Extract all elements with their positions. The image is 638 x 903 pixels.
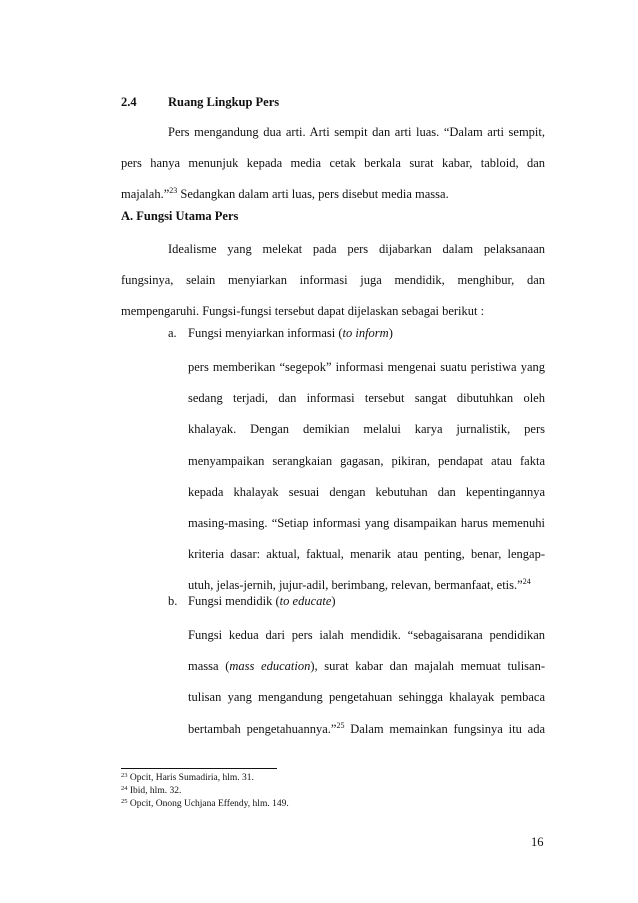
item-b-line-3: tulisan yang mengandung pengetahuan sehingga khalayak pembaca bbox=[188, 690, 545, 705]
footnote-divider bbox=[121, 768, 277, 769]
intro-line-3: majalah.”$^{23}$ Sedangkan dalam arti luas, pers disebut media massa. bbox=[121, 186, 449, 201]
item-a-line: masing-masing. “Setiap informasi yang disampaikan harus memenuhi bbox=[188, 515, 545, 530]
footnote-ref-23: 23 bbox=[169, 186, 178, 195]
item-b-line-1: Fungsi kedua dari pers ialah mendidik. “sebagaisarana pendidikan bbox=[188, 628, 545, 642]
list-item-b-body bbox=[188, 620, 545, 745]
item-a-line: pers memberikan “segepok” informasi mengenai suatu peristiwa yang bbox=[188, 360, 545, 374]
page-number: 16 bbox=[531, 835, 544, 849]
item-b-line-2: massa (mass education), surat kabar dan majalah memuat tulisan- bbox=[188, 659, 545, 674]
item-a-line: sedang terjadi, dan informasi tersebut sangat dibutuhkan oleh bbox=[188, 391, 545, 406]
item-b-line-4: bertambah pengetahuannya.”$^{25}$ Dalam memainkan fungsinya itu ada bbox=[188, 720, 545, 736]
list-item-b-label: b. Fungsi mendidik (to educate) bbox=[168, 594, 336, 608]
subheading-fungsi-utama: A. Fungsi Utama Pers bbox=[121, 209, 239, 223]
section-heading bbox=[121, 95, 279, 110]
footnote-24: $^{24}$ Ibid, hlm. 32. bbox=[121, 785, 182, 796]
item-a-line: kepada khalayak sesuai dengan kebutuhan dan kepentingannya bbox=[188, 484, 545, 499]
footnote-ref-24: 24 bbox=[522, 577, 531, 587]
footnote-25: $^{25}$ Opcit, Onong Uchjana Effendy, hlm. 149. bbox=[121, 798, 289, 809]
para2-line-1: Idealisme yang melekat pada pers dijabarkan dalam pelaksanaan bbox=[168, 242, 545, 256]
item-a-last-line: utuh, jelas-jernih, jujur-adil, berimbang, relevan, bermanfaat, etis.”$^{24}$ bbox=[188, 577, 531, 593]
item-a-line: kriteria dasar: aktual, faktual, menarik atau penting, benar, lengap- bbox=[188, 547, 545, 562]
item-a-line: khalayak. Dengan demikian melalui karya jurnalistik, pers bbox=[188, 422, 545, 437]
section-number: 2.4 bbox=[121, 95, 137, 109]
para2-line-3: mempengaruhi. Fungsi-fungsi tersebut dapat dijelaskan sebagai berikut : bbox=[121, 304, 485, 318]
section-title: Ruang Lingkup Pers bbox=[168, 95, 280, 109]
para2-line-2: fungsinya, selain menyiarkan informasi juga mendidik, menghibur, dan bbox=[121, 273, 545, 287]
item-a-line: menyampaikan serangkaian gagasan, pikiran, pendapat atau fakta bbox=[188, 453, 545, 468]
list-item-a-label: a. Fungsi menyiarkan informasi (to inform) bbox=[168, 326, 393, 340]
intro-line-2: pers hanya menunjuk kepada media cetak berkala surat kabar, tabloid, dan bbox=[121, 156, 545, 170]
list-item-a-body bbox=[188, 352, 545, 602]
intro-line-1: Pers mengandung dua arti. Arti sempit dan arti luas. “Dalam arti sempit, bbox=[168, 125, 545, 139]
footnote-ref-25: 25 bbox=[336, 720, 345, 730]
footnote-23: $^{23}$ Opcit, Haris Sumadiria, hlm. 31. bbox=[121, 772, 254, 783]
